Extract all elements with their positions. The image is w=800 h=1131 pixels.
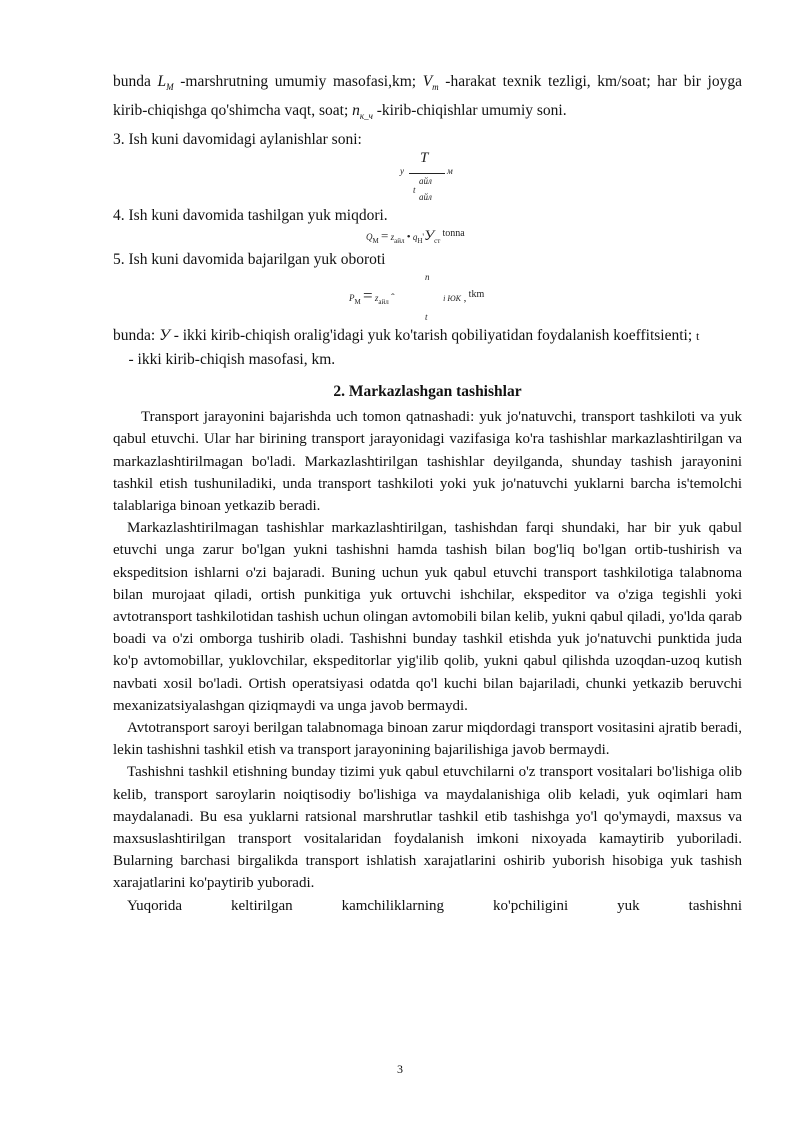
intro-text-d: -kirib-chiqishlar umumiy soni. xyxy=(372,102,567,120)
paragraph-2: Markazlashtirilmagan tashishlar markazlashtirilgan, tashishdan farqi shundaki, har bir yuk qabul etuvchi unga zarur bo'lgan yukni tashishni hamda tashish bilan bog'liq bo'lgan ortib-tushirish va ekspeditsion ishlarni o'zi bajaradi. Buning uchun yuk qabul etuvchi transport tashkilotiga talabnoma bilan murojaat qiladi, ortish punkitiga yuk ortuvchi ishchilar, ekspeditor va o'ziga tegishli yoki avtotransport tashkilotidan tashish uchun olingan avtomobili bilan kelib, yukni qabul qiladi, yo'lda qarab boadi va o'zi omborga tushirib oladi. Tashishni bunday tashkil etishda yuk jo'natuvchi punktida juda ko'p avtomobillar, yuklovchilar, ekspeditorlar yig'ilib qolib, yukni qabul qilishda uzoqdan-uzoq kutish navbati xosil bo'ladi. Ortish operatsiyasi odatda qo'l kuchi bilan bajariladi, chunki yetkazib beruvchi mexanizatsiyalashgan qiziqmaydi va unga javob bermaydi. xyxy=(113,520,742,714)
page-number: 3 xyxy=(397,1062,403,1076)
y-symbol: У xyxy=(159,327,170,345)
paragraph-5: Yuqorida keltirilgan kamchiliklarning ko'pchiligini yuk tashishni xyxy=(127,897,742,914)
nk-symbol: $n_{к\_ч}$ xyxy=(352,102,373,122)
vt-symbol: $V_m$ xyxy=(422,73,439,93)
formula3-t: t xyxy=(413,185,416,196)
t-symbol: t xyxy=(696,329,700,344)
section-heading: 2. Markazlashgan tashishlar xyxy=(333,383,522,401)
formula3-mid2: айл xyxy=(419,192,432,203)
list-item-4: 4. Ish kuni davomida tashilgan yuk miqdori. xyxy=(113,207,388,225)
intro-text-c: -harakat texnik tezligi, km/soat; har bir joyga kirib-chiqishga qo'shimcha vaqt, soat; xyxy=(113,73,742,120)
intro-paragraph xyxy=(113,70,742,128)
formula3-mid1: айл xyxy=(419,176,432,187)
formula3-right: м xyxy=(447,166,453,177)
document-page xyxy=(113,70,742,917)
formula-cargo-amount xyxy=(113,228,742,248)
note-paragraph: bunda: У - ikki kirib-chiqish oralig'idagi yuk ko'tarish qobiliyatidan foydalanish koeffitsienti; t - ikki kirib-chiqish masofasi, km. xyxy=(113,327,700,369)
formula5-n: n xyxy=(425,272,430,283)
paragraph-3: Avtotransport saroyi berilgan talabnomaga binoan zarur miqdordagi transport vositasini ajratib beradi, lekin tashishni tashkil etish va transport jarayonining bajarilishiga javob bermaydi. xyxy=(113,720,742,759)
intro-text-a: bunda xyxy=(113,73,158,90)
formula-turnovers xyxy=(113,152,742,204)
list-item-5: 5. Ish kuni davomida bajarilgan yuk oboroti xyxy=(113,251,386,269)
paragraph-4: Tashishni tashkil etishning bunday tizimi yuk qabul etuvchilarni o'z transport vositalari bo'lishiga olib kelib, transport saroylarin noiqtisodiy bo'lishiga va maydalanishiga olib keladi, yuk oqimlari ham maydalanadi. Bu esa yuklarni ratsional marshrutlar tashkil etib tashishga yo'l qo'ymaydi, maxsus va maxsuslashtirilgan transport vositalaridan foydalanish imkoni nixoyada kamaytirib yuboriladi. Bularning barchasi birgalikda transport ishlatish xarajatlarini oshirib yuborish hisobiga yuk tashish xarajatlarini ko'paytirib yuboradi. xyxy=(113,764,742,892)
formula4-expression: $Q_M = z_{айл}$ • $q_H'У_{ст}$ tonna xyxy=(366,228,465,245)
lm-symbol: $L_M$ xyxy=(157,73,174,93)
formula3-left: у xyxy=(400,166,404,177)
formula-cargo-turnover xyxy=(113,272,742,324)
formula5-expression: $P_M = z_{айл}$ ˆ i ЮК , tkm xyxy=(349,286,485,306)
formula5-t: t xyxy=(425,312,428,323)
list-item-3: 3. Ish kuni davomidagi aylanishlar soni: xyxy=(113,131,362,149)
formula3-top: T xyxy=(420,150,429,167)
fraction-line xyxy=(409,173,445,174)
paragraph-1: Transport jarayonini bajarishda uch tomon qatnashadi: yuk jo'natuvchi, transport tashkiloti va yuk qabul etuvchi. Ular har birining transport jarayonidagi vazifasiga ko'ra tashishlar markazlashtirilgan va markazlashtirilmagan bo'ladi. Markazlashtirilgan tashishlar deyilganda, shunday tashish jarayonini tashkil etish tushuniladiki, unda transport tashkiloti yoki yuk jo'natuvchi yuklarni barcha is'temolchi talablariga binoan yetkazib beradi. xyxy=(113,409,742,514)
intro-text-b: -marshrutning umumiy masofasi,km; xyxy=(173,73,423,90)
